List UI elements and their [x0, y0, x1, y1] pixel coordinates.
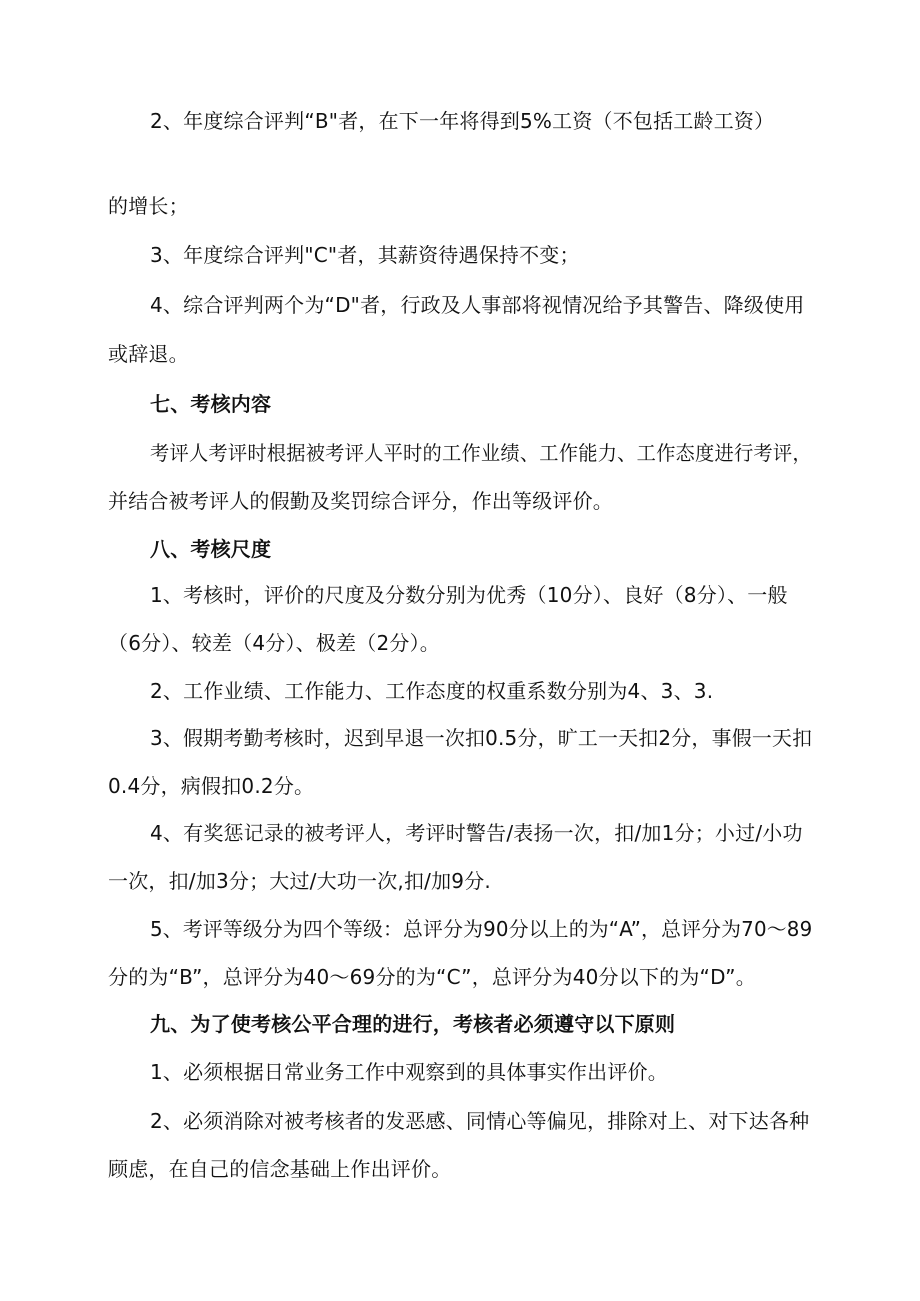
section-heading: 八、考核尺度	[150, 537, 272, 561]
paragraph-line: 1、必须根据日常业务工作中观察到的具体事实作出评价。	[150, 1060, 668, 1084]
paragraph-line: 5、考评等级分为四个等级：总评分为90分以上的为“A”，总评分为70～89	[150, 917, 813, 941]
paragraph-line: 考评人考评时根据被考评人平时的工作业绩、工作能力、工作态度进行考评，	[150, 441, 812, 465]
paragraph-line: 3、年度综合评判"C"者，其薪资待遇保持不变；	[150, 243, 580, 267]
paragraph-line: 2、必须消除对被考核者的发恶感、同情心等偏见，排除对上、对下达各种	[150, 1109, 810, 1133]
section-heading: 九、为了使考核公平合理的进行，考核者必须遵守以下原则	[150, 1012, 676, 1036]
paragraph-line: 分的为“B”，总评分为40～69分的为“C”，总评分为40分以下的为“D”。	[108, 965, 756, 989]
paragraph-line: 4、有奖惩记录的被考评人，考评时警告/表扬一次，扣/加1分；小过/小功	[150, 821, 803, 845]
paragraph-line: 2、工作业绩、工作能力、工作态度的权重系数分别为4、3、3.	[150, 679, 714, 703]
paragraph-line: 或辞退。	[108, 342, 189, 366]
paragraph-line: （6分）、较差（4分）、极差（2分）。	[108, 631, 440, 655]
paragraph-line: 的增长；	[108, 194, 189, 218]
paragraph-line: 4、综合评判两个为“D"者，行政及人事部将视情况给予其警告、降级使用	[150, 293, 805, 317]
paragraph-line: 1、考核时，评价的尺度及分数分别为优秀（10分）、良好（8分）、一般	[150, 583, 788, 607]
paragraph-line: 一次，扣/加3分；大过/大功一次,扣/加9分.	[108, 869, 491, 893]
section-heading: 七、考核内容	[150, 392, 272, 416]
paragraph-line: 顾虑，在自己的信念基础上作出评价。	[108, 1157, 452, 1181]
paragraph-line: 0.4分，病假扣0.2分。	[108, 774, 315, 798]
paragraph-line: 并结合被考评人的假勤及奖罚综合评分，作出等级评价。	[108, 489, 613, 513]
paragraph-line: 3、假期考勤考核时，迟到早退一次扣0.5分，旷工一天扣2分，事假一天扣	[150, 726, 813, 750]
paragraph-line: 2、年度综合评判“B"者，在下一年将得到5%工资（不包括工龄工资）	[150, 109, 775, 133]
